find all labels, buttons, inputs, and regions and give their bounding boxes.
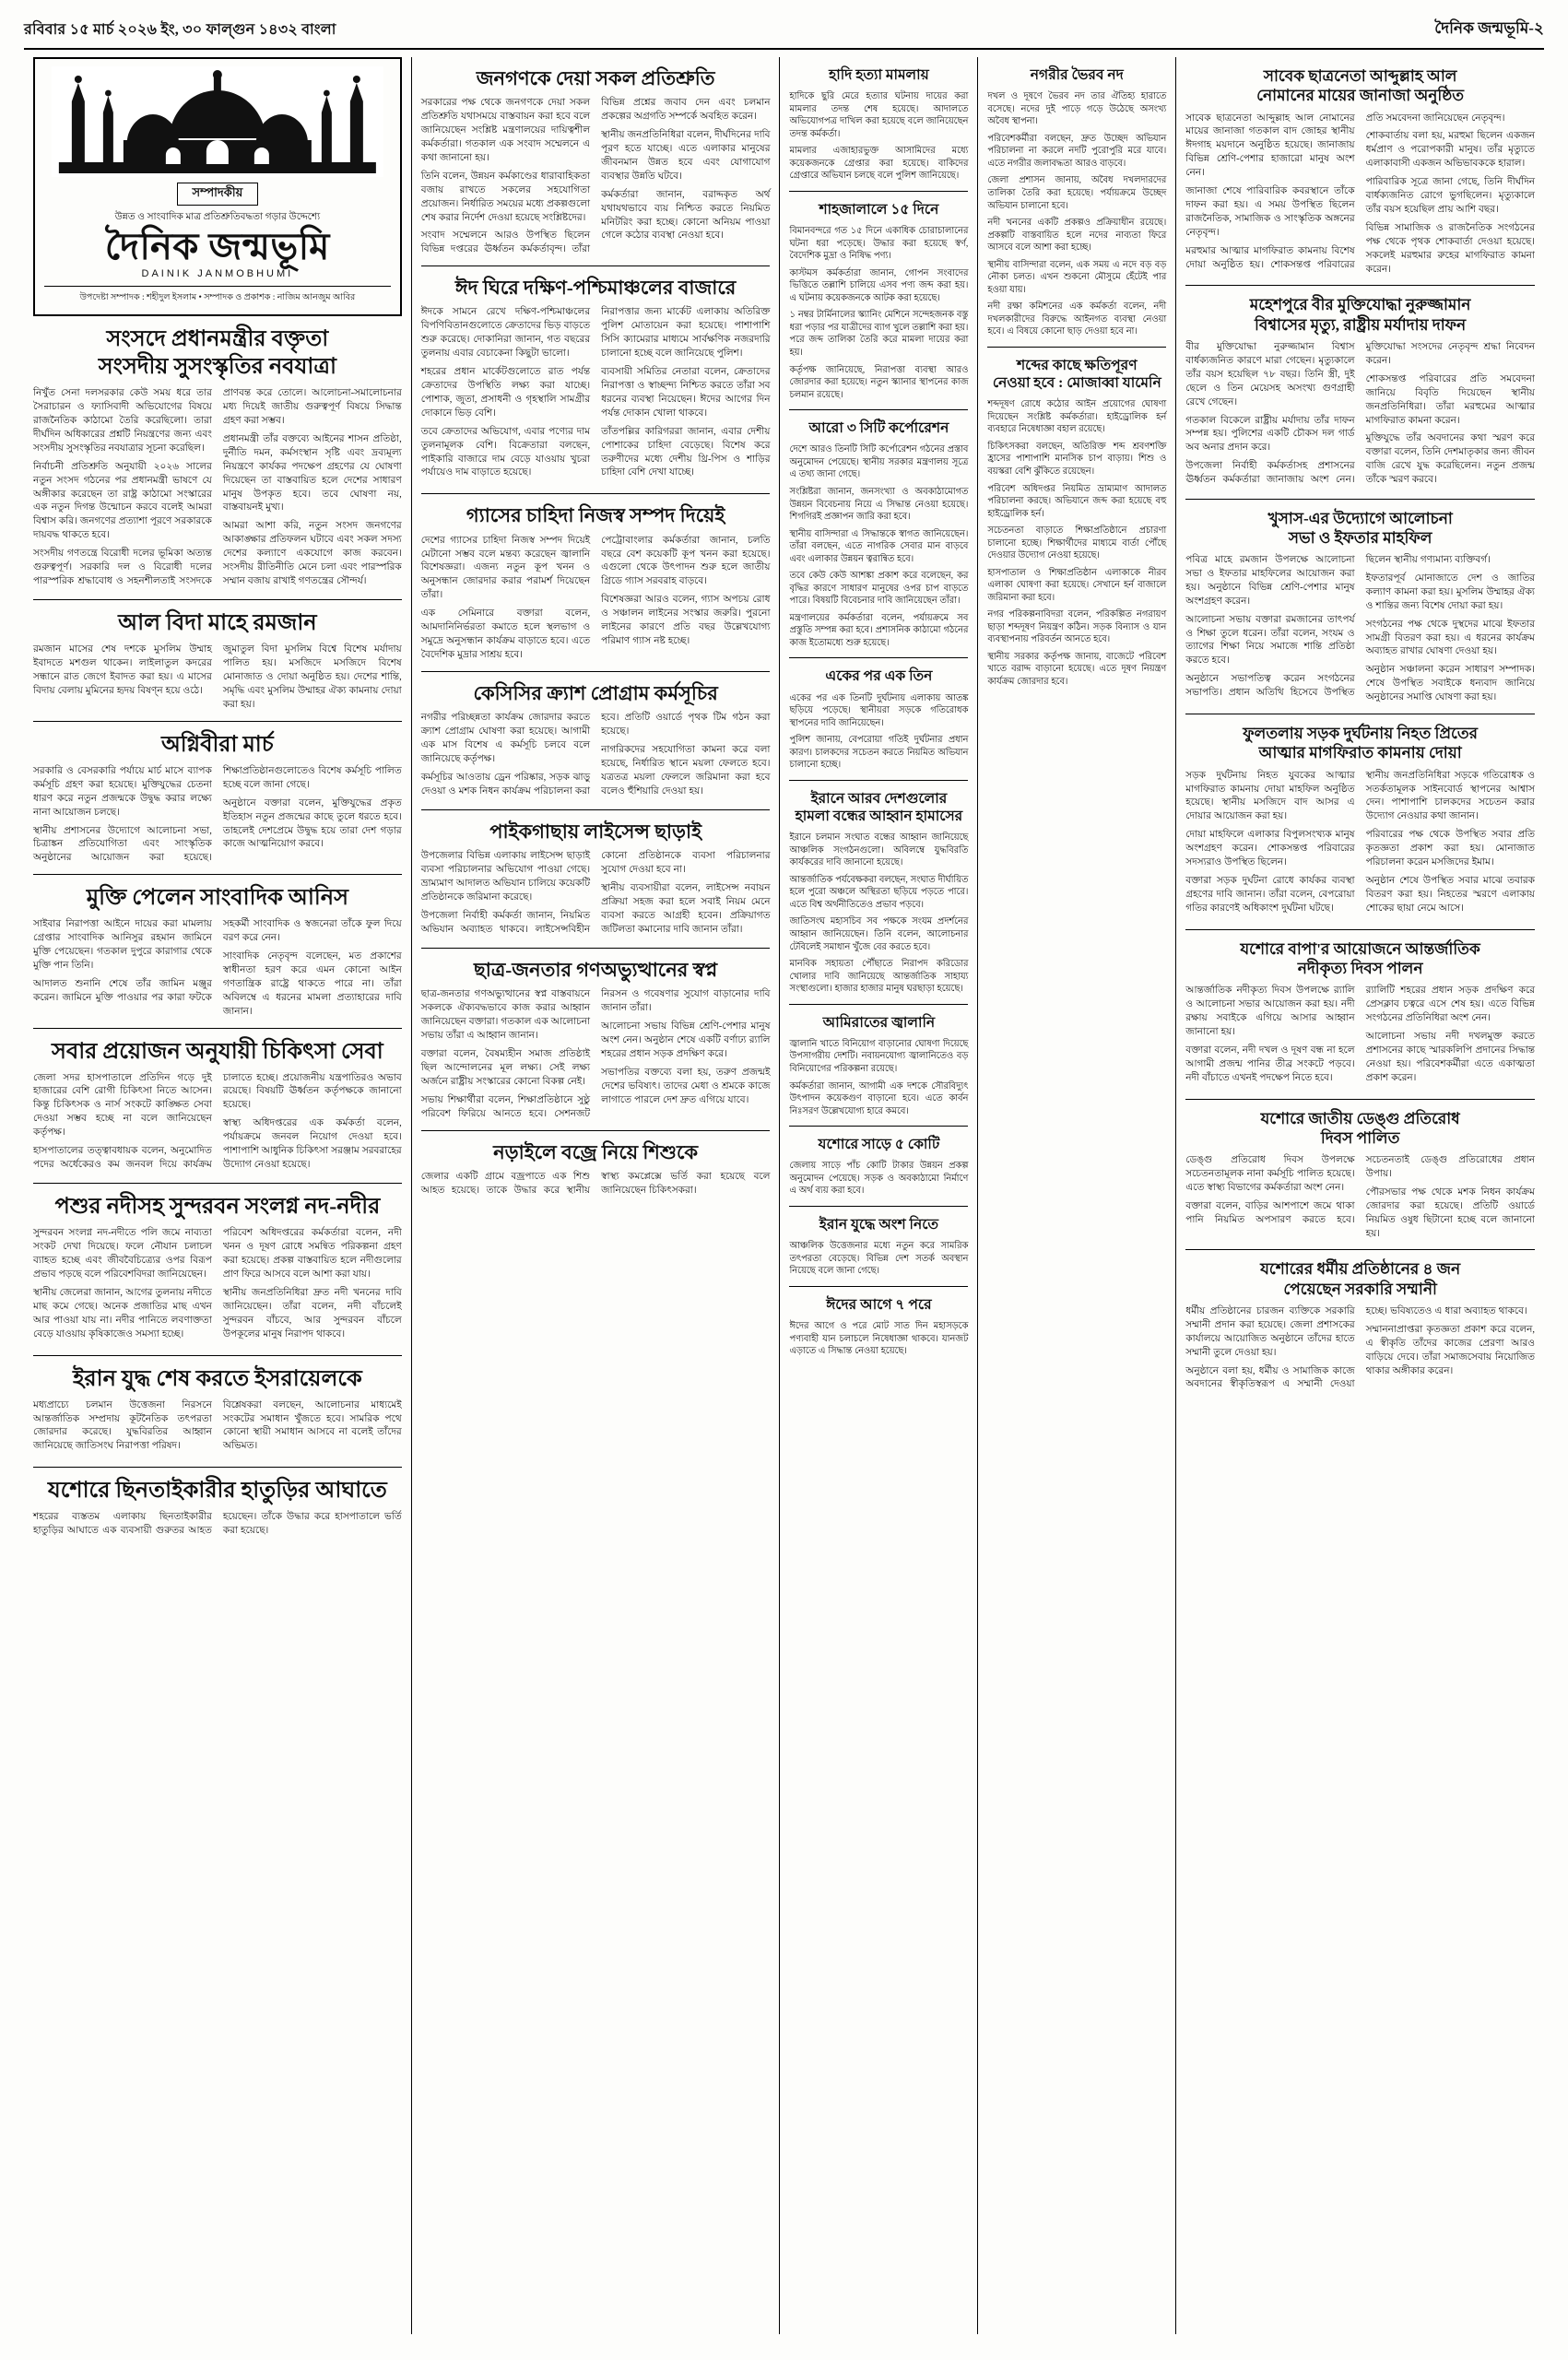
article-paragraph: নাগরিকদের সহযোগিতা কামনা করে বলা হয়েছে, নির্ধারিত স্থানে ময়লা ফেলতে হবে। যত্রতত্র ময়লা ফেললে জরিমানা করা হবে বলেও হুঁশিয়ারি দেওয়া হয়। <box>601 744 771 796</box>
article-body <box>789 90 968 183</box>
article-paragraph: অনুষ্ঠানে বলা হয়, ধর্মীয় ও সামাজিক কাজে অবদানের স্বীকৃতিস্বরূপ এ সম্মানী দেওয়া হচ্ছে। ভবিষ্যতেও এ ধারা অব্যাহত থাকবে। <box>1185 1305 1527 1390</box>
article-shondhar-kache <box>987 347 1166 689</box>
article-paragraph: স্থানীয় বাসিন্দারা এ সিদ্ধান্তকে স্বাগত জানিয়েছেন। তাঁরা বলছেন, এতে নাগরিক সেবার মান বাড়বে এবং এলাকার উন্নয়ন ত্বরান্বিত হবে। <box>789 528 969 564</box>
article-paragraph: পরিবারের পক্ষ থেকে উপস্থিত সবার প্রতি কৃতজ্ঞতা প্রকাশ করা হয়। মোনাজাত পরিচালনা করেন মসজিদের ইমাম। <box>1365 830 1535 868</box>
article-body <box>789 1240 968 1278</box>
publication-date: রবিবার ১৫ মার্চ ২০২৬ ইং, ৩০ ফাল্গুন ১৪৩২ বাংলা <box>24 22 336 38</box>
article-divider <box>789 1286 968 1287</box>
article-body <box>789 1320 968 1358</box>
article-divider <box>789 780 968 781</box>
article-paragraph: মানবিক সহায়তা পৌঁছাতে নিরাপদ করিডোর খোলার দাবি জানিয়েছে আন্তর্জাতিক সাহায্য সংস্থাগুলো। হাজার হাজার মানুষ ঘরছাড়া হয়েছে। <box>789 959 969 995</box>
article-headline: সংসদে প্রধানমন্ত্রীর বক্তৃতা সংসদীয় সুসংস্কৃতির নবযাত্রা <box>98 327 336 380</box>
article-paragraph: জেলায় সাড়ে পাঁচ কোটি টাকার উন্নয়ন প্রকল্প অনুমোদন পেয়েছে। সড়ক ও অবকাঠামো নির্মাণে এ অর্থ ব্যয় করা হবে। <box>789 1161 969 1197</box>
article-paragraph: র‌্যালিটি শহরের প্রধান সড়ক প্রদক্ষিণ করে প্রেসক্লাব চত্বরে এসে শেষ হয়। এতে বিভিন্ন সংগঠনের প্রতিনিধিরা অংশ নেন। <box>1365 985 1535 1023</box>
article-paragraph: স্থানীয় বাসিন্দারা বলেন, এক সময় এ নদে বড় বড় নৌকা চলত। এখন শুকনো মৌসুমে হেঁটেই পার হওয়া যায়। <box>987 259 1167 295</box>
article-body <box>1185 554 1535 705</box>
article-headline: ইরান যুদ্ধে অংশ নিতে <box>819 1216 939 1233</box>
article-divider <box>421 671 771 672</box>
article-paragraph: বক্তারা বলেন, বাড়ির আশপাশে জমে থাকা পানি নিয়মিত অপসারণ করতে হবে। সচেতনতাই ডেঙ্গু প্রতিরোধের প্রধান উপায়। <box>1185 1155 1535 1225</box>
article-headline: পাইকগাছায় লাইসেন্স ছাড়াই <box>489 820 702 843</box>
column-1-articles <box>33 325 402 1540</box>
article-divider <box>33 1467 402 1468</box>
article-paragraph: পরিবেশকর্মীরা বলছেন, দ্রুত উচ্ছেদ অভিযান পরিচালনা না করলে নদটি পুরোপুরি মরে যাবে। এতে নগরীর জলাবদ্ধতা আরও বাড়বে। <box>987 133 1167 169</box>
article-paragraph: মামলার এজাহারভুক্ত আসামিদের মধ্যে কয়েকজনকে গ্রেপ্তার করা হয়েছে। বাকিদের গ্রেপ্তারে অভিযান চলছে বলে পুলিশ জানিয়েছে। <box>789 146 969 182</box>
article-paragraph: জেলার একটি গ্রামে বজ্রপাতে এক শিশু আহত হয়েছে। তাকে উদ্ধার করে স্থানীয় স্বাস্থ্য কমপ্লেক্সে ভর্তি করা হয়েছে বলে জানিয়েছেন চিকিৎসকরা। <box>420 1171 771 1196</box>
article-paragraph: হাসপাতালের তত্ত্বাবধায়ক বলেন, অনুমোদিত পদের অর্ধেকেরও কম জনবল দিয়ে কার্যক্রম চালাতে হচ্ছে। প্রয়োজনীয় যন্ত্রপাতিরও অভাব রয়েছে। বিষয়টি ঊর্ধ্বতন কর্তৃপক্ষকে জানানো হয়েছে। <box>33 1072 402 1171</box>
article-paragraph: কর্মসূচির আওতায় ড্রেন পরিষ্কার, সড়ক ঝাড়ু দেওয়া ও মশক নিধন কার্যক্রম পরিচালনা করা হবে। প্রতিটি ওয়ার্ডে পৃথক টিম গঠন করা হয়েছে। <box>420 713 771 796</box>
editorial-label: সম্পাদকীয় <box>177 183 259 206</box>
article-body <box>789 443 968 649</box>
article-paragraph: কাস্টমস কর্মকর্তারা জানান, গোপন সংবাদের ভিত্তিতে তল্লাশি চালিয়ে এসব পণ্য জব্দ করা হয়। এ ঘটনায় কয়েকজনকে আটক করা হয়েছে। <box>789 267 969 303</box>
article-body <box>33 387 402 591</box>
article-paragraph: শোকবার্তায় বলা হয়, মরহুমা ছিলেন একজন ধর্মপ্রাণ ও পরোপকারী মানুষ। তাঁর মৃত্যুতে এলাকাবাসী একজন অভিভাবককে হারাল। <box>1365 131 1535 170</box>
article-paragraph: বক্তারা বলেন, বৈষম্যহীন সমাজ প্রতিষ্ঠাই ছিল আন্দোলনের মূল লক্ষ্য। সেই লক্ষ্য অর্জনে রাষ্ট্রীয় সংস্কারের কোনো বিকল্প নেই। <box>420 1049 591 1087</box>
article-divider <box>789 657 968 658</box>
column-3-articles <box>789 66 968 1358</box>
column-4 <box>977 57 1175 2334</box>
article-paragraph: পরিবেশ অধিদপ্তরের কর্মকর্তারা বলেন, নদী খনন ও দূষণ রোধে সমন্বিত পরিকল্পনা গ্রহণ করা হয়েছে। প্রকল্প বাস্তবায়িত হলে নদীগুলোর প্রাণ ফিরে আসবে বলে আশা করা যায়। <box>222 1228 402 1280</box>
article-paragraph: নিখুঁত সেনা দলসরকার কেউ সময় ধরে তার সৈরাচারন ও ফ্যাসিবাদী অভিযোগের বিষয়ে রাজনৈতিক কাঠামো তৈরি করেছিলো। তারা দীর্ঘদিন অধিকারের প্রশ্নটি নিয়ন্ত্রণের জন্য এবং সংসদীয় সুসংস্কৃতির নবযাত্রার সূচনা করেছিল। <box>33 388 212 454</box>
article-paragraph: স্থানীয় সরকার কর্তৃপক্ষ জানায়, বাজেটে পরিবেশ খাতে বরাদ্দ বাড়ানো হয়েছে। এতে দূষণ নিয়ন্ত্রণ কার্যক্রম জোরদার হবে। <box>987 651 1167 687</box>
article-city-corporation <box>789 409 968 649</box>
article-divider <box>1185 929 1535 930</box>
article-headline: ইরান যুদ্ধ শেষ করতে ইসরায়েলকে <box>72 1366 362 1391</box>
article-divider <box>1185 285 1535 286</box>
article-paragraph: শহরের প্রধান মার্কেটগুলোতে রাত পর্যন্ত ক্রেতাদের উপস্থিতি লক্ষ্য করা যাচ্ছে। পোশাক, জুতা, প্রসাধনী ও গৃহস্থালি সামগ্রীর দোকানে ভিড় বেশি। <box>420 367 591 419</box>
article-river-day <box>1185 929 1535 1091</box>
article-headline: পশুর নদীসহ সুন্দরবন সংলগ্ন নদ-নদীর <box>54 1195 381 1220</box>
article-paragraph: বিভিন্ন সামাজিক ও রাজনৈতিক সংগঠনের পক্ষ থেকে পৃথক শোকবার্তা দেওয়া হয়েছে। সকলেই মরহুমার রুহের মাগফিরাত কামনা করেন। <box>1365 222 1535 275</box>
article-paragraph: নগর পরিকল্পনাবিদরা বলেন, পরিকল্পিত নগরায়ণ ছাড়া শব্দদূষণ নিয়ন্ত্রণ কঠিন। সড়ক বিন্যাস ও যান ব্যবস্থাপনায় পরিবর্তন আনতে হবে। <box>987 609 1167 645</box>
paper-title-english: DAINIK JANMOBHUMI <box>141 268 294 280</box>
article-paragraph: স্থানীয় ব্যবসায়ীরা বলেন, লাইসেন্স নবায়ন প্রক্রিয়া সহজ করা হলে সবাই নিয়ম মেনে ব্যবসা করতে আগ্রহী হবেন। প্রক্রিয়াগত জটিলতা কমানোর দাবি জানান তাঁরা। <box>601 883 771 935</box>
article-paragraph: স্থানীয় জেলেরা জানান, আগের তুলনায় নদীতে মাছ কমে গেছে। অনেক প্রজাতির মাছ এখন আর পাওয়া যায় না। নদীর পানিতে লবণাক্ততা বেড়ে যাওয়ায় কৃষিকাজেও সমস্যা হচ্ছে। <box>33 1288 212 1339</box>
article-paragraph: সংশ্লিষ্টরা জানান, জনসংখ্যা ও অবকাঠামোগত উন্নয়ন বিবেচনায় নিয়ে এ সিদ্ধান্ত নেওয়া হয়েছে। শিগগিরই প্রজ্ঞাপন জারি করা হবে। <box>789 486 969 523</box>
article-divider <box>33 599 402 600</box>
article-paragraph: জেলা প্রশাসন জানায়, অবৈধ দখলদারদের তালিকা তৈরি করা হয়েছে। পর্যায়ক্রমে উচ্ছেদ অভিযান চালানো হবে। <box>987 175 1167 211</box>
article-paragraph: বক্তারা বলেন, নদী দখল ও দূষণ বন্ধ না হলে আগামী প্রজন্ম পানির তীব্র সংকটে পড়বে। নদী বাঁচাতে এখনই পদক্ষেপ নিতে হবে। <box>1185 1044 1355 1083</box>
article-paragraph: উপজেলার বিভিন্ন এলাকায় লাইসেন্স ছাড়াই ব্যবসা পরিচালনার অভিযোগ পাওয়া গেছে। ভ্রাম্যমাণ আদালত অভিযান চালিয়ে কয়েকটি প্রতিষ্ঠানকে জরিমানা করেছে। <box>420 851 591 903</box>
article-paragraph: মধ্যপ্রাচ্যে চলমান উত্তেজনা নিরসনে আন্তর্জাতিক সম্প্রদায় কূটনৈতিক তৎপরতা জোরদার করেছে। যুদ্ধবিরতির আহ্বান জানিয়েছে জাতিসংঘ নিরাপত্তা পরিষদ। <box>33 1399 212 1452</box>
article-paragraph: পুলিশ জানায়, বেপরোয়া গতিই দুর্ঘটনার প্রধান কারণ। চালকদের সচেতন করতে নিয়মিত অভিযান চালানো হচ্ছে। <box>789 735 969 771</box>
article-divider <box>789 191 968 192</box>
article-body <box>421 988 771 1121</box>
article-body <box>421 535 771 663</box>
article-divider <box>789 1126 968 1127</box>
article-kcc-crash <box>421 671 771 801</box>
article-body <box>789 1160 968 1198</box>
article-khusas-iftar <box>1185 499 1535 706</box>
article-paragraph: পবিত্র মাহে রমজান উপলক্ষে আলোচনা সভা ও ইফতার মাহফিলের আয়োজন করা হয়। অনুষ্ঠানে বিভিন্ন শ্রেণি-পেশার মানুষ অংশগ্রহণ করেন। <box>1185 555 1355 607</box>
article-divider <box>421 1130 771 1131</box>
article-headline: আল বিদা মাহে রমজান <box>118 611 317 636</box>
article-paragraph: সভায় শিক্ষার্থীরা বলেন, শিক্ষাপ্রতিষ্ঠানে সুষ্ঠু পরিবেশ ফিরিয়ে আনতে হবে। সেশনজট নিরসন ও গবেষণার সুযোগ বাড়ানোর দাবি জানান তাঁরা। <box>420 989 771 1119</box>
paper-title: দৈনিক জন্মভূমি <box>104 226 330 268</box>
article-paragraph: তিনি বলেন, উন্নয়ন কর্মকাণ্ডের ধারাবাহিকতা বজায় রাখতে সকলের সহযোগিতা প্রয়োজন। নির্ধারিত সময়ের মধ্যে প্রকল্পগুলো শেষ করার নির্দেশ দেওয়া হয়েছে সংশ্লিষ্টদের। <box>420 171 591 223</box>
article-agniveera <box>33 721 402 866</box>
article-paragraph: জাতিসংঘ মহাসচিব সব পক্ষকে সংযম প্রদর্শনের আহ্বান জানিয়েছেন। তিনি বলেন, আলোচনার টেবিলেই সমাধান খুঁজে বের করতে হবে। <box>789 916 969 952</box>
article-jessore-snatching <box>33 1467 402 1540</box>
article-paragraph: হাসপাতাল ও শিক্ষাপ্রতিষ্ঠান এলাকাকে নীরব এলাকা ঘোষণা করা হয়েছে। সেখানে হর্ন বাজালে জরিমানা করা হবে। <box>987 567 1167 603</box>
article-headline: যশোরে বাপা'র আয়োজনে আন্তর্জাতিক নদীকৃত্য দিবস পালন <box>1240 939 1480 977</box>
article-headline: ঈদ ঘিরে দক্ষিণ-পশ্চিমাঞ্চলের বাজারে <box>454 277 737 300</box>
article-paragraph: বক্তারা সড়ক দুর্ঘটনা রোধে কার্যকর ব্যবস্থা গ্রহণের দাবি জানান। তাঁরা বলেন, বেপরোয়া গতির কারণেই অধিকাংশ দুর্ঘটনা ঘটছে। <box>1185 875 1355 914</box>
article-paragraph: স্থানীয় জনপ্রতিনিধিরা সড়কে গতিরোধক ও সতর্কতামূলক সাইনবোর্ড স্থাপনের আশ্বাস দেন। পাশাপাশি চালকদের সচেতন করার উদ্যোগ নেওয়ার কথা জানান। <box>1365 770 1535 822</box>
article-headline: যশোরের ধর্মীয় প্রতিষ্ঠানের ৪ জন পেয়েছেন সরকারি সম্মানী <box>1260 1260 1461 1298</box>
article-paragraph: অনুষ্ঠানে সভাপতিত্ব করেন সংগঠনের সভাপতি। প্রধান অতিথি হিসেবে উপস্থিত ছিলেন স্থানীয় গণ্যমান্য ব্যক্তিবর্গ। <box>1185 555 1491 699</box>
article-paragraph: তবে ক্রেতাদের অভিযোগ, এবার পণ্যের দাম তুলনামূলক বেশি। বিক্রেতারা বলছেন, পাইকারি বাজারে দাম বেড়ে যাওয়ায় খুচরা পর্যায়েও দাম বাড়াতে হয়েছে। <box>420 426 591 478</box>
article-body <box>1185 770 1535 921</box>
article-paragraph: বিশ্লেষকরা বলছেন, আলোচনার মাধ্যমেই সংকটের সমাধান খুঁজতে হবে। সামরিক পথে কোনো স্থায়ী সমাধান আসবে না বলেই তাঁদের অভিমত। <box>222 1399 402 1452</box>
article-narail-lightning <box>421 1130 771 1201</box>
article-paragraph: ইফতারপূর্ব মোনাজাতে দেশ ও জাতির কল্যাণ কামনা করা হয়। মুসলিম উম্মাহর ঐক্য ও শান্তির জন্য বিশেষ দোয়া করা হয়। <box>1365 572 1535 611</box>
article-paragraph: উপজেলা নির্বাহী কর্মকর্তাসহ প্রশাসনের ঊর্ধ্বতন কর্মকর্তারা জানাজায় অংশ নেন। মুক্তিযোদ্ধা সংসদের নেতৃবৃন্দ শ্রদ্ধা নিবেদন করেন। <box>1185 341 1535 486</box>
article-headline: ইরানে আরব দেশগুলোর হামলা বন্ধের আহ্বান হামাসের <box>795 790 963 825</box>
article-headline: যশোরে সাড়ে ৫ কোটি <box>818 1137 940 1153</box>
article-divider <box>33 721 402 722</box>
article-paragraph: সাইবার নিরাপত্তা আইনে দায়ের করা মামলায় গ্রেপ্তার সাংবাদিক আনিসুর রহমান জামিনে মুক্তি পেয়েছেন। গতকাল দুপুরে কারাগার থেকে মুক্তি পান তিনি। <box>33 919 212 971</box>
article-paragraph: অনুষ্ঠানে বক্তারা বলেন, মুক্তিযুদ্ধের প্রকৃত ইতিহাস নতুন প্রজন্মের কাছে তুলে ধরতে হবে। তাহলেই দেশপ্রেমে উদ্বুদ্ধ হয়ে তারা দেশ গড়ার কাজে আত্মনিয়োগ করবে। <box>222 797 402 850</box>
article-headline: জনগণকে দেয়া সকল প্রতিশ্রুতি <box>476 67 715 89</box>
article-paragraph: পরিবেশ অধিদপ্তর নিয়মিত ভ্রাম্যমাণ আদালত পরিচালনা করছে। অভিযানে জব্দ করা হয়েছে বহু হাইড্রোলিক হর্ন। <box>987 483 1167 519</box>
article-paragraph: রমজান মাসের শেষ দশকে মুসলিম উম্মাহ ইবাদতে মশগুল থাকেন। লাইলাতুল কদরের সন্ধানে রাত জেগে ইবাদত করা হয়। এ মাসের বিদায় বেলায় মুমিনের হৃদয় বিষণ্ন হয়ে ওঠে। <box>33 644 212 697</box>
article-body <box>987 398 1166 688</box>
article-headline: আমিরাতের জ্বালানি <box>822 1014 936 1031</box>
article-paragraph: পৌরসভার পক্ষ থেকে মশক নিধন কার্যক্রম জোরদার করা হয়েছে। প্রতিটি ওয়ার্ডে নিয়মিত ওষুধ ছিটানো হচ্ছে বলে জানানো হয়। <box>1365 1186 1535 1239</box>
column-grid <box>24 57 1544 2334</box>
article-headline: হাদি হত্যা মামলায় <box>829 67 929 83</box>
article-paragraph: সভাপতির বক্তব্যে বলা হয়, তরুণ প্রজন্মই দেশের ভবিষ্যৎ। তাদের মেধা ও শ্রমকে কাজে লাগাতে পারলে দেশ দ্রুত এগিয়ে যাবে। <box>601 1067 771 1105</box>
article-divider <box>789 409 968 410</box>
article-body <box>421 850 771 939</box>
article-paragraph: সচেতনতা বাড়াতে শিক্ষাপ্রতিষ্ঠানে প্রচারণা চালানো হচ্ছে। শিক্ষার্থীদের মাধ্যমে বার্তা পৌঁছে দেওয়ার উদ্যোগ নেওয়া হয়েছে। <box>987 525 1167 561</box>
article-headline: মহেশপুরে বীর মুক্তিযোদ্ধা নুরুজ্জামান বিশ্বাসের মৃত্যু, রাষ্ট্রীয় মর্যাদায় দাফন <box>1249 296 1471 334</box>
article-iran-war-join <box>789 1206 968 1278</box>
article-emirates-fuel <box>789 1004 968 1117</box>
article-body <box>789 1038 968 1117</box>
article-paragraph: ডেঙ্গু প্রতিরোধ দিবস উপলক্ষে সচেতনতামূলক নানা কর্মসূচি পালিত হয়েছে। এতে স্বাস্থ্য বিভাগের কর্মকর্তারা অংশ নেন। <box>1185 1155 1355 1193</box>
article-divider <box>33 874 402 875</box>
article-body <box>421 1171 771 1200</box>
article-divider <box>421 809 771 810</box>
article-paragraph: জ্বালানি খাতে বিনিয়োগ বাড়ানোর ঘোষণা দিয়েছে উপসাগরীয় দেশটি। নবায়নযোগ্য জ্বালানিতেও বড় বিনিয়োগের পরিকল্পনা রয়েছে। <box>789 1038 969 1074</box>
article-paragraph: নির্বাচনী প্রতিশ্রুতি অনুযায়ী ২০২৬ সালের নতুন সংসদ গঠনের পর প্রধানমন্ত্রী ভাষণে যে অঙ্গীকার করেছেন তা রাষ্ট্র কাঠামো সংস্কারের এক নতুন দিগন্ত উন্মোচন করবে বলেই আমরা বিশ্বাস করি। জনগণের প্রত্যাশা পূরণে সরকারকে দায়বদ্ধ থাকতে হবে। <box>33 461 212 541</box>
article-paragraph: সংসদীয় গণতন্ত্রে বিরোধী দলের ভূমিকা অত্যন্ত গুরুত্বপূর্ণ। সরকারি দল ও বিরোধী দলের পারস্পরিক শ্রদ্ধাবোধ ও সহনশীলতাই সংসদকে প্রাণবন্ত করে তোলে। আলোচনা-সমালোচনার মধ্য দিয়েই জাতীয় গুরুত্বপূর্ণ বিষয়ে সিদ্ধান্ত গ্রহণ করা সম্ভব। <box>33 388 402 586</box>
article-headline: শব্দের কাছে ক্ষতিপূরণ নেওয়া হবে : মোজাব্বা যামেনি <box>992 357 1161 392</box>
article-bhairab-river <box>987 66 1166 338</box>
article-headline: অগ্নিবীরা মার্চ <box>161 732 274 757</box>
article-paragraph: আলোচনা সভায় নদী দখলমুক্ত করতে প্রশাসনের কাছে স্মারকলিপি প্রদানের সিদ্ধান্ত নেওয়া হয়। পরিবেশকর্মীরা এতে একাত্মতা প্রকাশ করেন। <box>1365 1031 1535 1083</box>
article-paragraph: এক সেমিনারে বক্তারা বলেন, আমদানিনির্ভরতা কমাতে হলে স্থলভাগ ও সমুদ্রে অনুসন্ধান কার্যক্রম বাড়াতে হবে। এতে বৈদেশিক মুদ্রার সাশ্রয় হবে। <box>420 608 591 660</box>
article-paragraph: সংগঠনের পক্ষ থেকে দুস্থদের মাঝে ইফতার সামগ্রী বিতরণ করা হয়। এ ধরনের কার্যক্রম অব্যাহত রাখার ঘোষণা দেওয়া হয়। <box>1365 619 1535 657</box>
article-paragraph: জেলা সদর হাসপাতালে প্রতিদিন গড়ে দুই হাজারের বেশি রোগী চিকিৎসা নিতে আসেন। কিন্তু চিকিৎসক ও নার্স সংকটে কাঙ্ক্ষিত সেবা দেওয়া সম্ভব হচ্ছে না বলে জানিয়েছেন কর্তৃপক্ষ। <box>33 1072 212 1139</box>
article-headline: নড়াইলে বজ্রে নিয়ে শিশুকে <box>493 1140 699 1163</box>
article-divider <box>421 493 771 494</box>
article-eid-market <box>421 266 771 485</box>
column-4-articles <box>987 66 1166 688</box>
article-paragraph: কর্তৃপক্ষ জানিয়েছে, নিরাপত্তা ব্যবস্থা আরও জোরদার করা হয়েছে। নতুন স্ক্যানার স্থাপনের কাজ চলমান রয়েছে। <box>789 364 969 400</box>
article-paragraph: শহরের ব্যস্ততম এলাকায় ছিনতাইকারীর হাতুড়ির আঘাতে এক ব্যবসায়ী গুরুতর আহত হয়েছেন। তাঁকে উদ্ধার করে হাসপাতালে ভর্তি করা হয়েছে। <box>33 1512 402 1537</box>
article-iran-arab <box>789 780 968 996</box>
article-headline: যশোরে ছিনতাইকারীর হাতুড়ির আঘাতে <box>47 1479 387 1504</box>
article-body <box>789 225 968 401</box>
article-paragraph: স্বাস্থ্য অধিদপ্তরের এক কর্মকর্তা বলেন, পর্যায়ক্রমে জনবল নিয়োগ দেওয়া হবে। পাশাপাশি আধুনিক চিকিৎসা সরঞ্জাম সরবরাহের উদ্যোগ নেওয়া হয়েছে। <box>222 1118 402 1171</box>
article-divider <box>1185 1099 1535 1100</box>
article-paragraph: আঞ্চলিক উত্তেজনার মধ্যে নতুন করে সামরিক তৎপরতা বেড়েছে। বিভিন্ন দেশ সতর্ক অবস্থান নিয়েছে বলে জানা গেছে। <box>789 1241 969 1277</box>
article-paragraph: শব্দদূষণ রোধে কঠোর আইন প্রয়োগের ঘোষণা দিয়েছেন সংশ্লিষ্ট কর্মকর্তারা। হাইড্রোলিক হর্ন ব্যবহারে নিষেধাজ্ঞা বহাল রয়েছে। <box>987 399 1167 435</box>
article-headline: ঈদের আগে ৭ পরে <box>826 1296 932 1313</box>
article-divider <box>1185 499 1535 500</box>
article-paragraph: সাবেক ছাত্রনেতা আব্দুল্লাহ আল নোমানের মায়ের জানাজা গতকাল বাদ জোহর স্থানীয় ঈদগাহ ময়দানে অনুষ্ঠিত হয়েছে। জানাজায় বিভিন্ন শ্রেণি-পেশার হাজারো মানুষ অংশ নেন। <box>1185 112 1355 179</box>
article-drug-prevention-day <box>1185 1099 1535 1242</box>
article-paragraph: ধর্মীয় প্রতিষ্ঠানের চারজন ব্যক্তিকে সরকারি সম্মানী প্রদান করা হয়েছে। জেলা প্রশাসকের কার্যালয়ে আয়োজিত অনুষ্ঠানে তাঁদের হাতে সম্মানী তুলে দেওয়া হয়। <box>1185 1305 1355 1358</box>
article-headline: যশোরে জাতীয় ডেঙ্গু প্রতিরোধ দিবস পালিত <box>1260 1109 1460 1147</box>
article-paragraph: কর্মকর্তারা জানান, আগামী এক দশকে সৌরবিদ্যুৎ উৎপাদন কয়েকগুণ বাড়ানো হবে। এতে কার্বন নিঃসরণ উল্লেখযোগ্য হারে কমবে। <box>789 1080 969 1116</box>
article-paragraph: কর্মকর্তারা জানান, বরাদ্দকৃত অর্থ যথাযথভাবে ব্যয় নিশ্চিত করতে নিয়মিত মনিটরিং করা হচ্ছে। কোনো অনিয়ম পাওয়া গেলে কঠোর ব্যবস্থা নেওয়া হবে। <box>601 189 771 242</box>
article-paragraph: জানাজা শেষে পারিবারিক কবরস্থানে তাঁকে দাফন করা হয়। এ সময় উপস্থিত ছিলেন রাজনৈতিক, সামাজিক ও সাংস্কৃতিক অঙ্গনের নেতৃবৃন্দ। <box>1185 186 1355 238</box>
article-headline: শাহজালালে ১৫ দিনে <box>819 201 939 218</box>
article-religious-institutions-award <box>1185 1249 1535 1392</box>
article-paragraph: চিকিৎসকরা বলছেন, অতিরিক্ত শব্দ শ্রবণশক্তি হ্রাসের পাশাপাশি মানসিক চাপ বাড়ায়। শিশু ও বয়স্করা বেশি ঝুঁকিতে রয়েছেন। <box>987 441 1167 477</box>
article-paragraph: গতকাল বিকেলে রাষ্ট্রীয় মর্যাদায় তাঁর দাফন সম্পন্ন হয়। পুলিশের একটি চৌকস দল গার্ড অব অনার প্রদান করে। <box>1185 415 1355 454</box>
article-paragraph: মুক্তিযুদ্ধে তাঁর অবদানের কথা স্মরণ করে বক্তারা বলেন, তিনি দেশমাতৃকার জন্য জীবন বাজি রেখে যুদ্ধ করেছিলেন। নতুন প্রজন্ম তাঁকে স্মরণ করবে। <box>1365 433 1535 486</box>
article-divider <box>789 1206 968 1207</box>
article-anis-released <box>33 874 402 1019</box>
article-paragraph: বীর মুক্তিযোদ্ধা নুরুজ্জামান বিশ্বাস বার্ধক্যজনিত কারণে মারা গেছেন। মৃত্যুকালে তাঁর বয়স হয়েছিল ৭৮ বছর। তিনি স্ত্রী, দুই ছেলে ও তিন মেয়েসহ অসংখ্য গুণগ্রাহী রেখে গেছেন। <box>1185 341 1355 407</box>
article-paragraph: মন্ত্রণালয়ের কর্মকর্তারা বলেন, পর্যায়ক্রমে সব প্রস্তুতি সম্পন্ন করা হবে। প্রশাসনিক কাঠামো গঠনের কাজ ইতোমধ্যে শুরু হয়েছে। <box>789 612 969 648</box>
article-body <box>421 712 771 801</box>
article-paragraph: দেশে আরও তিনটি সিটি কর্পোরেশন গঠনের প্রস্তাব অনুমোদন পেয়েছে। স্থানীয় সরকার মন্ত্রণালয় সূত্রে এ তথ্য জানা গেছে। <box>789 444 969 480</box>
editorial-lead <box>33 325 402 591</box>
article-paragraph: ইরানে চলমান সংঘাত বন্ধের আহ্বান জানিয়েছে আঞ্চলিক সংগঠনগুলো। অবিলম্বে যুদ্ধবিরতি কার্যকরের দাবি জানানো হয়েছে। <box>789 832 969 868</box>
article-body <box>1185 341 1535 490</box>
article-al-bida <box>33 599 402 713</box>
article-student-dream <box>421 948 771 1121</box>
article-paragraph: ঈদকে সামনে রেখে দক্ষিণ-পশ্চিমাঞ্চলের বিপণিবিতানগুলোতে ক্রেতাদের ভিড় বাড়তে শুরু করেছে। দোকানিরা জানান, গত বছরের তুলনায় এবার বেচাকেনা কিছুটা ভালো। <box>420 307 591 360</box>
article-paragraph: একের পর এক তিনটি দুর্ঘটনায় এলাকায় আতঙ্ক ছড়িয়ে পড়েছে। স্থানীয়রা সড়কে গতিরোধক স্থাপনের দাবি জানিয়েছেন। <box>789 692 969 728</box>
article-paragraph: আলোচনা সভায় বিভিন্ন শ্রেণি-পেশার মানুষ অংশ নেন। অনুষ্ঠান শেষে একটি বর্ণাঢ্য র‌্যালি শহরের প্রধান সড়ক প্রদক্ষিণ করে। <box>601 1021 771 1059</box>
article-shahjalal-15days <box>789 191 968 401</box>
article-paragraph: সাংবাদিক নেতৃবৃন্দ বলেছেন, মত প্রকাশের স্বাধীনতা হরণ করে এমন কোনো আইন গণতান্ত্রিক রাষ্ট্রে থাকতে পারে না। তাঁরা অবিলম্বে এ ধরনের মামলা প্রত্যাহারের দাবি জানান। <box>222 951 402 1017</box>
article-paragraph: ছাত্র-জনতার গণঅভ্যুত্থানের স্বপ্ন বাস্তবায়নে সকলকে ঐক্যবদ্ধভাবে কাজ করার আহ্বান জানিয়েছেন বক্তারা। গতকাল এক আলোচনা সভায় তাঁরা এ আহ্বান জানান। <box>420 989 591 1042</box>
article-body <box>421 97 771 257</box>
article-headline: ফুলতলায় সড়ক দুর্ঘটনায় নিহত প্রিতের আত্মার মাগফিরাত কামনায় দোয়া <box>1243 725 1478 762</box>
article-paragraph: বিশেষজ্ঞরা আরও বলেন, গ্যাস অপচয় রোধ ও সঞ্চালন লাইনের সংস্কার জরুরি। পুরনো লাইনের কারণে প্রতি বছর উল্লেখযোগ্য পরিমাণ গ্যাস নষ্ট হচ্ছে। <box>601 595 771 646</box>
article-promises <box>421 66 771 257</box>
article-body <box>1185 112 1535 277</box>
article-paragraph: সরকারি ও বেসরকারি পর্যায়ে মার্চ মাসে ব্যাপক কর্মসূচি গ্রহণ করা হয়েছে। মুক্তিযুদ্ধের চেতনা ধারণ করে নতুন প্রজন্মকে উদ্বুদ্ধ করার লক্ষ্যে নানা আয়োজন চলছে। <box>33 765 212 818</box>
article-paragraph: আন্তর্জাতিক নদীকৃত্য দিবস উপলক্ষে র‌্যালি ও আলোচনা সভার আয়োজন করা হয়। নদী রক্ষায় সবাইকে এগিয়ে আসার আহ্বান জানানো হয়। <box>1185 985 1355 1037</box>
mosque-logo-icon <box>44 66 391 177</box>
article-paragraph: প্রধানমন্ত্রী তাঁর বক্তব্যে আইনের শাসন প্রতিষ্ঠা, দুর্নীতি দমন, কর্মসংস্থান সৃষ্টি এবং দ্রব্যমূল্য নিয়ন্ত্রণে কার্যকর পদক্ষেপ গ্রহণের যে ঘোষণা দিয়েছেন তা বাস্তবায়িত হলে দেশের সাধারণ মানুষ উপকৃত হবে। তবে ঘোষণা নয়, বাস্তবায়নই মুখ্য। <box>222 433 402 513</box>
masthead-box <box>33 57 402 316</box>
article-paragraph: ব্যবসায়ী সমিতির নেতারা বলেন, ক্রেতাদের নিরাপত্তা ও স্বাচ্ছন্দ্য নিশ্চিত করতে তাঁরা সব ধরনের ব্যবস্থা নিয়েছেন। ঈদের আগের দিন পর্যন্ত দোকান খোলা থাকবে। <box>601 367 771 419</box>
article-headline: একের পর এক তিন <box>825 668 933 685</box>
article-paragraph: শোকসন্তপ্ত পরিবারের প্রতি সমবেদনা জানিয়ে বিবৃতি দিয়েছেন স্থানীয় জনপ্রতিনিধিরা। তাঁরা মরহুমের আত্মার মাগফিরাত কামনা করেন। <box>1365 373 1535 426</box>
article-road-accident-prayer <box>1185 714 1535 921</box>
article-divider <box>789 1004 968 1005</box>
article-paragraph: তবে কেউ কেউ আশঙ্কা প্রকাশ করে বলেছেন, কর বৃদ্ধির কারণে সাধারণ মানুষের ওপর চাপ বাড়তে পারে। বিষয়টি বিবেচনার দাবি জানিয়েছেন তাঁরা। <box>789 571 969 607</box>
page-number-tag: দৈনিক জন্মভূমি-২ <box>1434 19 1544 37</box>
article-healthcare <box>33 1028 402 1175</box>
page-header <box>24 17 1544 50</box>
article-paikgacha-license <box>421 809 771 939</box>
article-paragraph: অনুষ্ঠান শেষে উপস্থিত সবার মাঝে তবারক বিতরণ করা হয়। নিহতের স্মরণে এলাকায় শোকের ছায়া নেমে আসে। <box>1365 875 1535 914</box>
article-gas-demand <box>421 493 771 662</box>
article-paragraph: সংবাদ সম্মেলনে আরও উপস্থিত ছিলেন বিভিন্ন দপ্তরের ঊর্ধ্বতন কর্মকর্তাবৃন্দ। তাঁরা বিভিন্ন প্রশ্নের জবাব দেন এবং চলমান প্রকল্পের অগ্রগতি সম্পর্কে অবহিত করেন। <box>420 98 771 255</box>
article-body <box>1185 985 1535 1090</box>
article-paragraph: দোয়া মাহফিলে এলাকার বিপুলসংখ্যক মানুষ অংশগ্রহণ করেন। শোকসন্তপ্ত পরিবারের সদস্যরাও উপস্থিত ছিলেন। <box>1185 830 1355 868</box>
article-body <box>33 765 402 866</box>
article-divider <box>33 1355 402 1356</box>
article-paragraph: দখল ও দূষণে ভৈরব নদ তার ঐতিহ্য হারাতে বসেছে। নদের দুই পাড়ে গড়ে উঠেছে অসংখ্য অবৈধ স্থাপনা। <box>987 91 1167 127</box>
article-paragraph: মরহুমার আত্মার মাগফিরাত কামনায় বিশেষ দোয়া অনুষ্ঠিত হয়। শোকসন্তপ্ত পরিবারের প্রতি সমবেদনা জানিয়েছেন নেতৃবৃন্দ। <box>1185 112 1505 270</box>
article-paragraph: পেট্রোবাংলার কর্মকর্তারা জানান, চলতি বছরে বেশ কয়েকটি কূপ খনন করা হয়েছে। এগুলো থেকে উৎপাদন শুরু হলে জাতীয় গ্রিডে গ্যাস সরবরাহ বাড়বে। <box>601 535 771 587</box>
article-paragraph: বিমানবন্দরে গত ১৫ দিনে একাধিক চোরাচালানের ঘটনা ধরা পড়েছে। উদ্ধার করা হয়েছে স্বর্ণ, বৈদেশিক মুদ্রা ও নিষিদ্ধ পণ্য। <box>789 226 969 262</box>
column-1 <box>24 57 411 2334</box>
article-body <box>789 692 968 772</box>
article-paragraph: আন্তর্জাতিক পর্যবেক্ষকরা বলছেন, সংঘাত দীর্ঘায়িত হলে পুরো অঞ্চলে অস্থিরতা ছড়িয়ে পড়তে পারে। এতে বিশ্ব অর্থনীতিতেও প্রভাব পড়বে। <box>789 874 969 910</box>
article-body <box>33 918 402 1019</box>
article-body <box>33 643 402 713</box>
article-paragraph: তাঁতপল্লির কারিগররা জানান, এবার দেশীয় পোশাকের চাহিদা বেড়েছে। বিশেষ করে তরুণীদের মধ্যে দেশীয় থ্রি-পিস ও শাড়ির চাহিদা বেশি দেখা যাচ্ছে। <box>601 426 771 478</box>
article-paragraph: আমরা আশা করি, নতুন সংসদ জনগণের আকাঙ্ক্ষার প্রতিফলন ঘটাবে এবং সকল সদস্য দেশের কল্যাণে একযোগে কাজ করবেন। সংসদীয় রীতিনীতি মেনে চলা এবং পারস্পরিক সম্মান বজায় রাখাই গণতন্ত্রের সৌন্দর্য। <box>222 521 402 586</box>
article-body <box>33 1511 402 1540</box>
article-nomans-mother-janaza <box>1185 66 1535 277</box>
masthead-credits: উপদেষ্টা সম্পাদক : শহীদুল ইসলাম • সম্পাদক ও প্রকাশক : নাজিম আনজুম আবির <box>79 293 356 303</box>
article-divider <box>987 347 1166 348</box>
article-one-after-another <box>789 657 968 771</box>
column-5-articles <box>1185 66 1535 1392</box>
article-sundarban-rivers <box>33 1183 402 1346</box>
column-3 <box>779 57 977 2334</box>
column-2-articles <box>421 66 771 1200</box>
article-paragraph: ঈদের আগে ও পরে মোট সাত দিন মহাসড়কে পণ্যবাহী যান চলাচলে নিষেধাজ্ঞা থাকবে। যানজট এড়াতে এ সিদ্ধান্ত নেওয়া হয়েছে। <box>789 1321 969 1357</box>
article-headline: কেসিসির ক্র্যাশ প্রোগ্রাম কর্মসূচির <box>473 681 718 704</box>
article-paragraph: পারিবারিক সূত্রে জানা গেছে, তিনি দীর্ঘদিন বার্ধক্যজনিত রোগে ভুগছিলেন। মৃত্যুকালে তাঁর বয়স হয়েছিল প্রায় আশি বছর। <box>1365 177 1535 215</box>
article-paragraph: নিরাপত্তার জন্য মার্কেট এলাকায় অতিরিক্ত পুলিশ মোতায়েন করা হয়েছে। পাশাপাশি সিসি ক্যামেরার মাধ্যমে সার্বক্ষণিক নজরদারি চালানো হচ্ছে বলে জানিয়েছে পুলিশ। <box>601 307 771 360</box>
article-paragraph: সম্মাননাপ্রাপ্তরা কৃতজ্ঞতা প্রকাশ করে বলেন, এ স্বীকৃতি তাঁদের কাজের প্রেরণা আরও বাড়িয়ে দেবে। তাঁরা সমাজসেবায় নিয়োজিত থাকার অঙ্গীকার করেন। <box>1365 1324 1535 1376</box>
column-5 <box>1175 57 1544 2334</box>
article-body <box>33 1399 402 1459</box>
article-headline: আরো ৩ সিটি কর্পোরেশন <box>808 420 949 437</box>
article-headline: গ্যাসের চাহিদা নিজস্ব সম্পদ দিয়েই <box>466 504 725 527</box>
article-hadi-murder <box>789 66 968 183</box>
article-headline: খুসাস-এর উদ্যোগে আলোচনা সভা ও ইফতার মাহফিল <box>1267 509 1453 547</box>
article-paragraph: নদী খননের একটি প্রকল্পও প্রক্রিয়াধীন রয়েছে। প্রকল্পটি বাস্তবায়িত হলে নদের নাব্যতা ফিরে আসবে বলে আশা করা হচ্ছে। <box>987 218 1167 254</box>
article-body <box>33 1227 402 1346</box>
article-paragraph: সুন্দরবন সংলগ্ন নদ-নদীতে পলি জমে নাব্যতা সংকট দেখা দিয়েছে। ফলে নৌযান চলাচল ব্যাহত হচ্ছে এবং জীববৈচিত্র্যের ওপর বিরূপ প্রভাব পড়ছে বলে পরিবেশবিদরা জানিয়েছেন। <box>33 1228 212 1280</box>
article-body <box>1185 1154 1535 1241</box>
article-headline: মুক্তি পেলেন সাংবাদিক আনিস <box>86 886 348 911</box>
article-paragraph: সরকারের পক্ষ থেকে জনগণকে দেয়া সকল প্রতিশ্রুতি যথাসময়ে বাস্তবায়ন করা হবে বলে জানিয়েছেন সংশ্লিষ্ট মন্ত্রণালয়ের দায়িত্বশীল কর্মকর্তারা। গতকাল এক সংবাদ সম্মেলনে এ কথা জানানো হয়। <box>420 98 591 163</box>
article-headline: সাবেক ছাত্রনেতা আব্দুল্লাহ আল নোমানের মায়ের জানাজা অনুষ্ঠিত <box>1256 67 1465 105</box>
article-paragraph: হাদিকে ছুরি মেরে হত্যার ঘটনায় দায়ের করা মামলার তদন্ত শেষ হয়েছে। আদালতে অভিযোগপত্র দাখিল করা হয়েছে বলে জানিয়েছেন তদন্ত কর্মকর্তা। <box>789 91 969 139</box>
article-paragraph: সড়ক দুর্ঘটনায় নিহত যুবকের আত্মার মাগফিরাত কামনায় দোয়া মাহফিল অনুষ্ঠিত হয়েছে। স্থানীয় মসজিদে বাদ আসর এ দোয়ার আয়োজন করা হয়। <box>1185 770 1355 822</box>
article-headline: সবার প্রয়োজন অনুযায়ী চিকিৎসা সেবা <box>51 1039 383 1064</box>
article-paragraph: ১ নম্বর টার্মিনালের স্ক্যানিং মেশিনে সন্দেহজনক বস্তু ধরা পড়ার পর যাত্রীদের ব্যাগ খুলে তল্লাশি করা হয়। পরে জব্দ তালিকা তৈরি করে মামলা দায়ের করা হয়। <box>789 310 969 358</box>
article-body <box>421 306 771 485</box>
article-paragraph: স্থানীয় প্রশাসনের উদ্যোগে আলোচনা সভা, চিত্রাঙ্কন প্রতিযোগিতা এবং সাংস্কৃতিক অনুষ্ঠানের আয়োজন করা হয়েছে। শিক্ষাপ্রতিষ্ঠানগুলোতেও বিশেষ কর্মসূচি পালিত হচ্ছে বলে জানা গেছে। <box>33 765 402 864</box>
article-freedom-fighter-death <box>1185 285 1535 490</box>
article-body <box>987 90 1166 337</box>
article-body <box>33 1072 402 1175</box>
masthead-divider <box>44 286 391 287</box>
article-body <box>789 832 968 995</box>
article-divider <box>421 948 771 949</box>
article-divider <box>33 1183 402 1184</box>
article-paragraph: উপজেলা নির্বাহী কর্মকর্তা জানান, নিয়মিত অভিযান অব্যাহত থাকবে। লাইসেন্সবিহীন কোনো প্রতিষ্ঠানকে ব্যবসা পরিচালনার সুযোগ দেওয়া হবে না। <box>420 851 771 935</box>
article-paragraph: আদালত শুনানি শেষে তাঁর জামিন মঞ্জুর করেন। জামিনে মুক্তি পাওয়ার পর কারা ফটকে সহকর্মী সাংবাদিক ও স্বজনেরা তাঁকে ফুল দিয়ে বরণ করে নেন। <box>33 919 402 1003</box>
article-paragraph: দেশের গ্যাসের চাহিদা নিজস্ব সম্পদ দিয়েই মেটানো সম্ভব বলে মন্তব্য করেছেন জ্বালানি বিশেষজ্ঞরা। এজন্য নতুন কূপ খনন ও অনুসন্ধান জোরদার করার পরামর্শ দিয়েছেন তাঁরা। <box>420 535 591 601</box>
article-body <box>1185 1305 1535 1392</box>
article-headline: নগরীর ভৈরব নদ <box>1030 67 1124 83</box>
masthead-tagline: উন্নত ও সাংবাদিক মাত্র প্রতিশ্রুতিবদ্ধতা গড়ার উদ্দেশ্যে <box>114 212 321 222</box>
article-paragraph: নদী রক্ষা কমিশনের এক কর্মকর্তা বলেন, নদী দখলকারীদের বিরুদ্ধে আইনগত ব্যবস্থা নেওয়া হবে। এ বিষয়ে কোনো ছাড় দেওয়া হবে না। <box>987 301 1167 337</box>
article-paragraph: স্থানীয় জনপ্রতিনিধিরা দ্রুত নদী খননের দাবি জানিয়েছেন। তাঁরা বলেন, নদী বাঁচলেই সুন্দরবন বাঁচবে, আর সুন্দরবন বাঁচলে উপকূলের মানুষ নিরাপদ থাকবে। <box>222 1288 402 1339</box>
article-paragraph: জুমাতুল বিদা মুসলিম বিশ্বে বিশেষ মর্যাদায় পালিত হয়। মসজিদে মসজিদে বিশেষ মোনাজাত ও দোয়া অনুষ্ঠিত হয়। দেশের শান্তি, সমৃদ্ধি এবং মুসলিম উম্মাহর ঐক্য কামনায় দোয়া করা হয়। <box>222 644 402 710</box>
article-paragraph: স্থানীয় জনপ্রতিনিধিরা বলেন, দীর্ঘদিনের দাবি পূরণ হতে যাচ্ছে। এতে এলাকার মানুষের জীবনমান উন্নত হবে এবং যোগাযোগ ব্যবস্থার উন্নতি ঘটবে। <box>601 130 771 182</box>
article-paragraph: আলোচনা সভায় বক্তারা রমজানের তাৎপর্য ও শিক্ষা তুলে ধরেন। তাঁরা বলেন, সংযম ও ত্যাগের শিক্ষা নিয়ে সমাজে শান্তি প্রতিষ্ঠা করতে হবে। <box>1185 614 1355 667</box>
article-headline: ছাত্র-জনতার গণঅভ্যুত্থানের স্বপ্ন <box>474 959 718 982</box>
article-divider <box>1185 1249 1535 1250</box>
article-divider <box>33 1028 402 1029</box>
article-jessore-crore <box>789 1126 968 1198</box>
article-paragraph: নগরীর পরিচ্ছন্নতা কার্যক্রম জোরদার করতে ক্র্যাশ প্রোগ্রাম ঘোষণা করা হয়েছে। আগামী এক মাস বিশেষ এ কর্মসূচি চলবে বলে জানিয়েছে কর্তৃপক্ষ। <box>420 713 591 764</box>
column-2 <box>411 57 780 2334</box>
article-before-eid <box>789 1286 968 1358</box>
article-paragraph: অনুষ্ঠান সঞ্চালনা করেন সাধারণ সম্পাদক। শেষে উপস্থিত সবাইকে ধন্যবাদ জানিয়ে অনুষ্ঠানের সমাপ্তি ঘোষণা করা হয়। <box>1365 665 1535 703</box>
article-iran-israel <box>33 1355 402 1459</box>
